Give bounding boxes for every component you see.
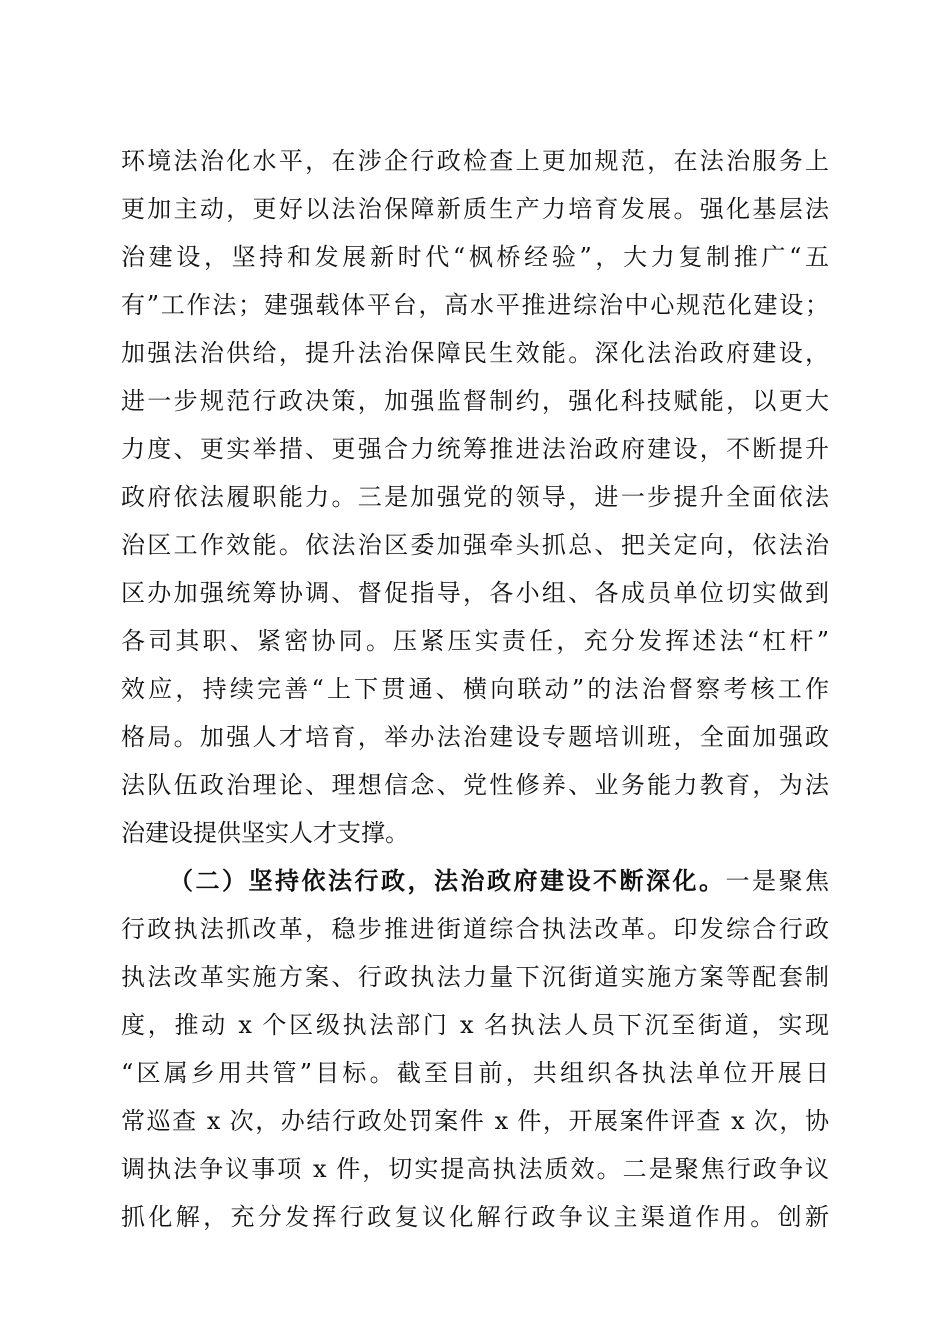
body-text-line: 更加主动，更好以法治保障新质生产力培育发展。强化基层法 bbox=[121, 195, 829, 223]
body-text-line: 度，推动 x 个区级执法部门 x 名执法人员下沉至街道，实现 bbox=[121, 1011, 829, 1039]
body-text-line: 进一步规范行政决策，加强监督制约，强化科技赋能，以更大 bbox=[121, 387, 829, 415]
body-text-line: 行政执法抓改革，稳步推进街道综合执法改革。印发综合行政 bbox=[121, 915, 829, 943]
body-text-line: 法队伍政治理论、理想信念、党性修养、业务能力教育，为法 bbox=[121, 771, 829, 799]
body-text-span: 一是聚焦 bbox=[725, 867, 829, 895]
section-heading: （二）坚持依法行政，法治政府建设不断深化。 bbox=[169, 866, 726, 895]
body-text-line: 格局。加强人才培育，举办法治建设专题培训班，全面加强政 bbox=[121, 723, 829, 751]
body-text-line: “区属乡用共管”目标。截至目前，共组织各执法单位开展日 bbox=[121, 1059, 829, 1087]
body-text-line: 治建设，坚持和发展新时代“枫桥经验”，大力复制推广“五 bbox=[121, 243, 829, 271]
body-text-line: 治区工作效能。依法治区委加强牵头抓总、把关定向，依法治 bbox=[121, 531, 829, 559]
body-text-line: 区办加强统筹协调、督促指导，各小组、各成员单位切实做到 bbox=[121, 579, 829, 607]
body-text-line: 力度、更实举措、更强合力统筹推进法治政府建设，不断提升 bbox=[121, 435, 829, 463]
body-text-line: 常巡查 x 次，办结行政处罚案件 x 件，开展案件评查 x 次，协 bbox=[121, 1107, 829, 1135]
body-text-line: 效应，持续完善“上下贯通、横向联动”的法治督察考核工作 bbox=[121, 675, 829, 703]
body-text-line: 治建设提供坚实人才支撑。 bbox=[121, 819, 409, 847]
body-text-line: 有”工作法；建强载体平台，高水平推进综治中心规范化建设； bbox=[121, 291, 829, 319]
body-text-line: 执法改革实施方案、行政执法力量下沉街道实施方案等配套制 bbox=[121, 963, 829, 991]
body-text-line: 政府依法履职能力。三是加强党的领导，进一步提升全面依法 bbox=[121, 483, 829, 511]
section-heading-line bbox=[169, 861, 829, 901]
body-text-line: 环境法治化水平，在涉企行政检查上更加规范，在法治服务上 bbox=[121, 147, 829, 175]
body-text-line: 抓化解，充分发挥行政复议化解行政争议主渠道作用。创新 bbox=[121, 1203, 829, 1231]
body-text-line: 各司其职、紧密协同。压紧压实责任，充分发挥述法“杠杆” bbox=[121, 627, 829, 655]
body-text-line: 调执法争议事项 x 件，切实提高执法质效。二是聚焦行政争议 bbox=[121, 1155, 829, 1183]
body-text-line: 加强法治供给，提升法治保障民生效能。深化法治政府建设， bbox=[121, 339, 829, 367]
